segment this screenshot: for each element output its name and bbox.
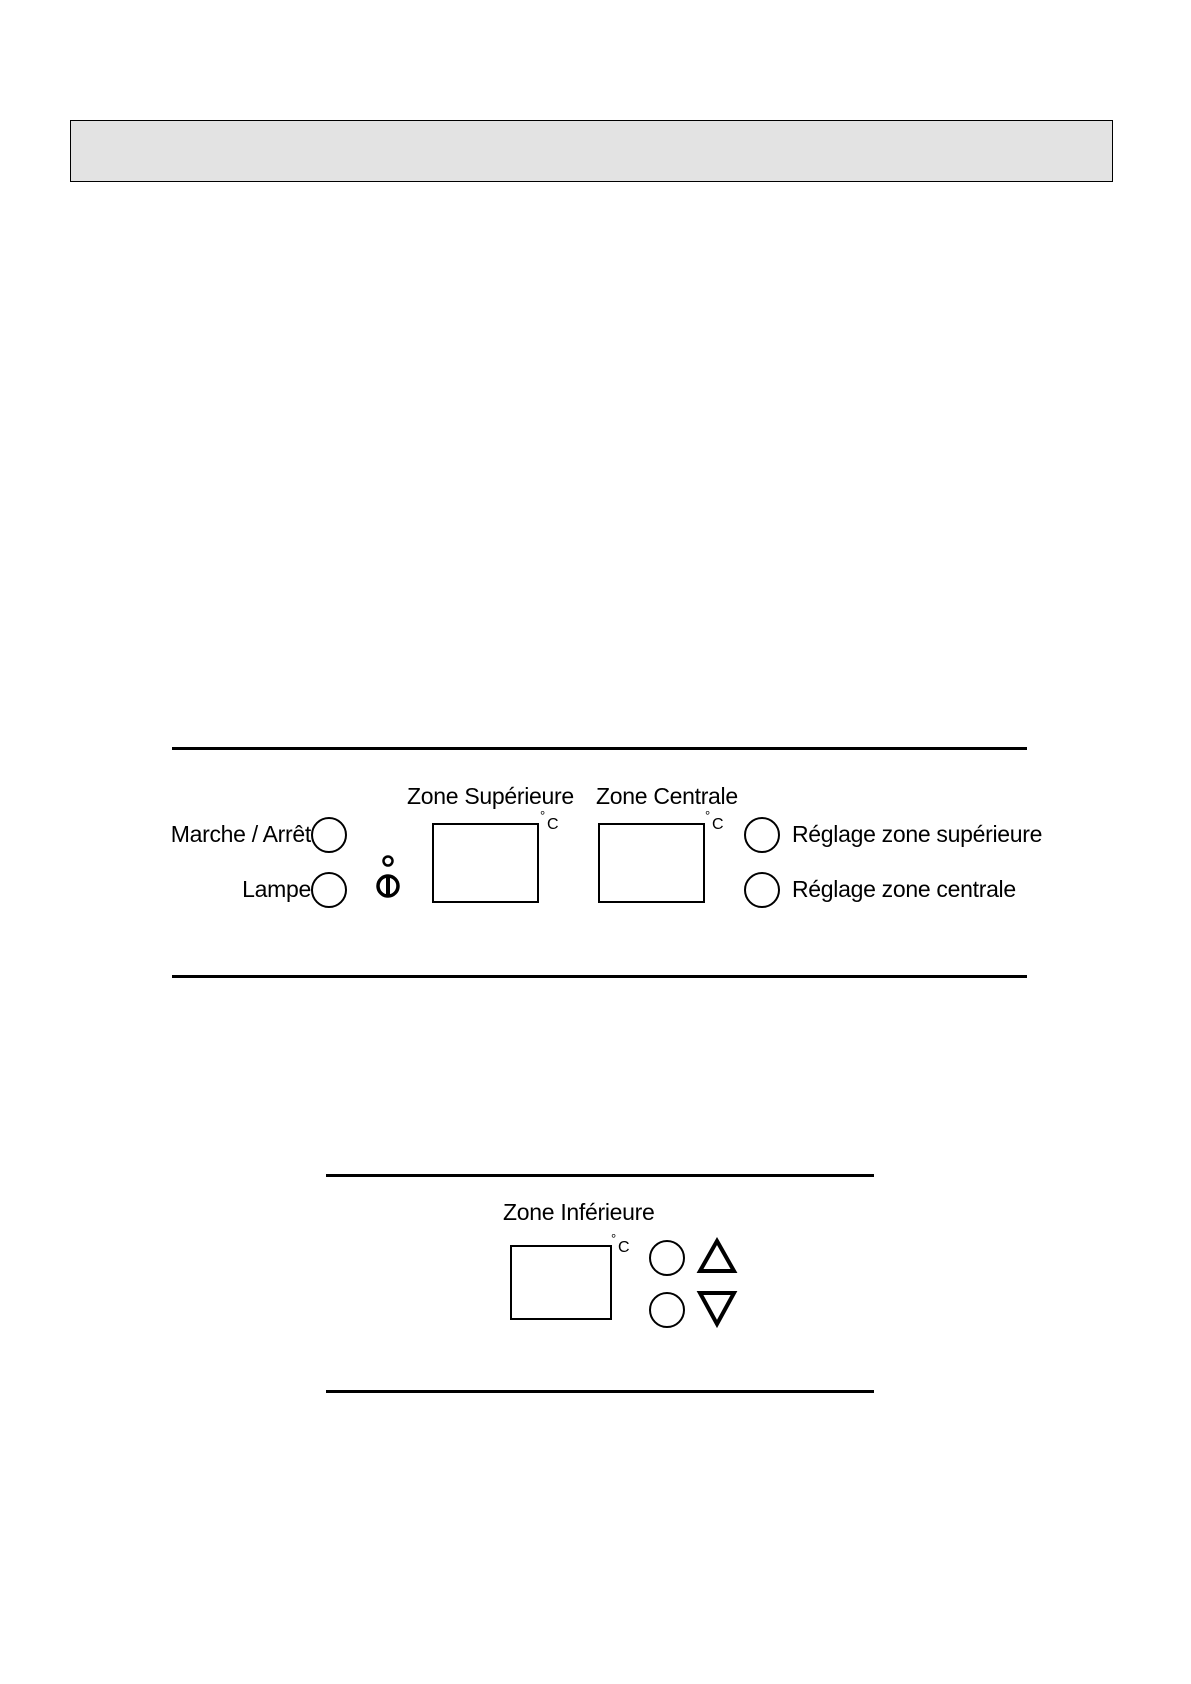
set-upper-label: Réglage zone supérieure	[792, 821, 1043, 847]
lamp-label: Lampe	[242, 876, 311, 902]
zone-central-unit	[705, 808, 724, 834]
arrow-up-icon	[697, 1238, 737, 1274]
degree-icon: °	[540, 808, 546, 823]
arrow-down-icon	[697, 1290, 737, 1328]
zone-upper-title: Zone Supérieure	[407, 783, 574, 809]
zone-lower-unit-text: C	[618, 1239, 630, 1256]
panel-upper-top-rule	[172, 747, 1027, 750]
header-bar	[70, 120, 1113, 182]
set-central-label: Réglage zone centrale	[792, 876, 1016, 902]
panel-upper-bottom-rule	[172, 975, 1027, 978]
zone-central-title: Zone Centrale	[596, 783, 738, 809]
zone-central-display	[598, 823, 705, 903]
lower-temp-down-button[interactable]	[649, 1292, 685, 1328]
degree-icon: °	[705, 808, 711, 823]
lamp-icon	[375, 855, 405, 901]
power-label: Marche / Arrêt	[170, 821, 311, 847]
lamp-button[interactable]	[311, 872, 347, 908]
zone-lower-title: Zone Inférieure	[503, 1199, 655, 1225]
zone-upper-unit-text: C	[547, 816, 559, 833]
zone-upper-display	[432, 823, 539, 903]
zone-lower-display	[510, 1245, 612, 1320]
panel-lower-top-rule	[326, 1174, 874, 1177]
zone-upper-unit	[540, 808, 559, 834]
power-button[interactable]	[311, 817, 347, 853]
set-upper-button[interactable]	[744, 817, 780, 853]
zone-lower-unit	[611, 1231, 630, 1257]
lower-temp-up-button[interactable]	[649, 1240, 685, 1276]
zone-central-unit-text: C	[712, 816, 724, 833]
set-central-button[interactable]	[744, 872, 780, 908]
degree-icon: °	[611, 1231, 617, 1246]
panel-lower-bottom-rule	[326, 1390, 874, 1393]
